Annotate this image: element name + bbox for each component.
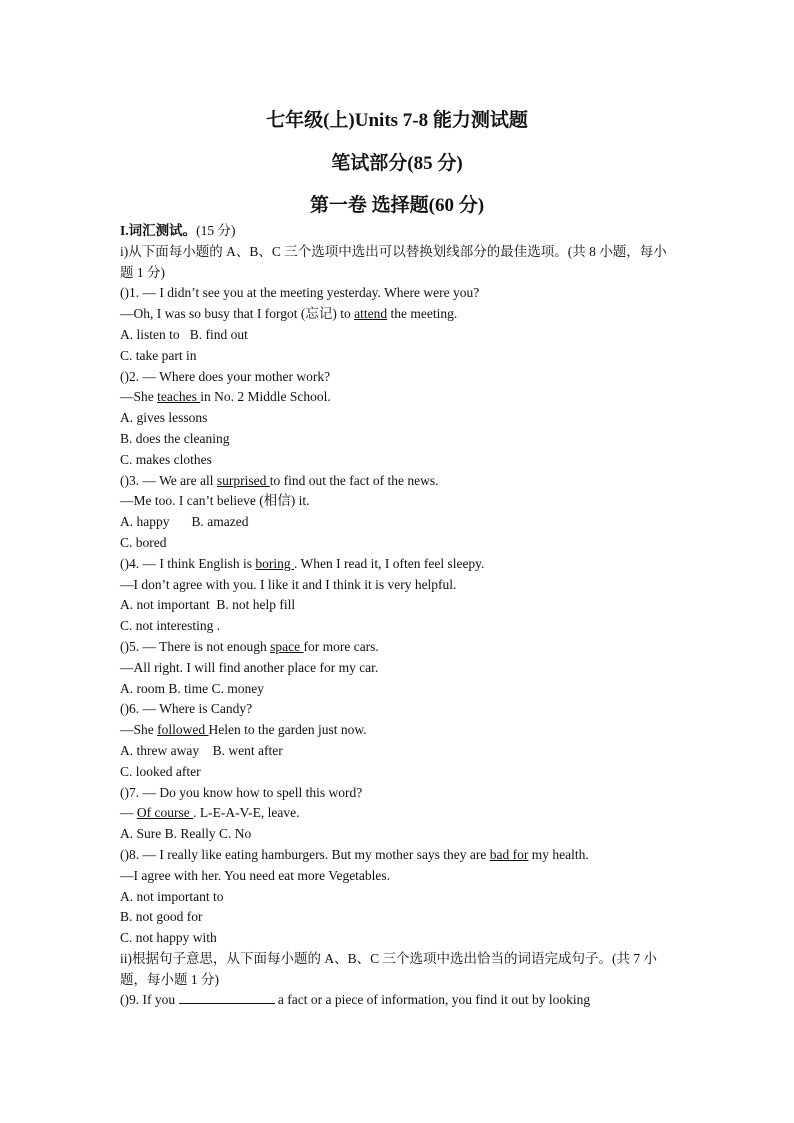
q8-option-b: B. not good for — [120, 909, 203, 925]
q7-line2: — Of course . L-E-A-V-E, leave. — [120, 805, 300, 821]
question-number: ()8. — [120, 846, 140, 862]
q2-option-a: A. gives lessons — [120, 410, 208, 426]
q2-line2: —She teaches in No. 2 Middle School. — [120, 389, 331, 405]
section-title: 第一卷 选择题(60 分) — [309, 195, 485, 216]
question-number: ()3. — [120, 472, 140, 488]
q3-option-c: C. bored — [120, 534, 167, 550]
q7-line1: ()7. — Do you know how to spell this word? — [120, 784, 363, 800]
q6-line1: ()6. — Where is Candy? — [120, 701, 253, 717]
q3-line2: —Me too. I can’t believe (相信) it. — [120, 493, 310, 509]
question-number: ()5. — [120, 638, 140, 654]
part2-instruction: ii)根据句子意思，从下面每小题的 A、B、C 三个选项中选出恰当的词语完成句子。(共 7 小题，每小题 1 分) — [120, 950, 657, 987]
q8-line2: —I agree with her. You need eat more Vegetables. — [120, 867, 391, 883]
q1-line2: —Oh, I was so busy that I forgot (忘记) to attend the meeting. — [120, 306, 458, 322]
question-number: ()4. — [120, 555, 140, 571]
q2-option-b: B. does the cleaning — [120, 430, 230, 446]
q5-options: A. room B. time C. money — [120, 680, 264, 696]
q4-line1: ()4. — I think English is boring . When I read it, I often feel sleepy. — [120, 555, 485, 571]
q7-options: A. Sure B. Really C. No — [120, 826, 252, 842]
q3-options: A. happy B. amazed — [120, 514, 249, 530]
q2-option-c: C. makes clothes — [120, 451, 212, 467]
q8-option-a: A. not important to — [120, 888, 224, 904]
q9-line1: ()9. If you a fact or a piece of information, you find it out by looking — [120, 992, 591, 1008]
q6-line2: —She followed Helen to the garden just now. — [120, 722, 367, 738]
q6-option-c: C. looked after — [120, 763, 201, 779]
question-number: ()6. — [120, 701, 140, 717]
q3-line1: ()3. — We are all surprised to find out the fact of the news. — [120, 472, 439, 488]
q8-line1: ()8. — I really like eating hamburgers. But my mother says they are bad for my health. — [120, 846, 589, 862]
q5-line2: —All right. I will find another place for my car. — [120, 659, 379, 675]
question-number: ()2. — [120, 368, 140, 384]
q4-options: A. not important B. not help fill — [120, 597, 296, 613]
answer-blank[interactable] — [179, 991, 275, 1004]
q1-options: A. listen to B. find out — [120, 326, 248, 342]
question-number: ()1. — [120, 285, 140, 301]
question-number: ()7. — [120, 784, 140, 800]
q5-line1: ()5. — There is not enough space for more cars. — [120, 638, 379, 654]
q2-line1: ()2. — Where does your mother work? — [120, 368, 331, 384]
page-subtitle: 笔试部分(85 分) — [331, 153, 463, 174]
q1-option-c: C. take part in — [120, 347, 197, 363]
question-body — [120, 221, 676, 1011]
q4-option-c: C. not interesting . — [120, 618, 221, 634]
part1-instruction: i)从下面每小题的 A、B、C 三个选项中选出可以替换划线部分的最佳选项。(共 8 小题，每小题 1 分) — [120, 243, 667, 280]
question-number: ()9. — [120, 992, 140, 1008]
part1-heading: I.词汇测试。(15 分) — [120, 223, 236, 238]
q6-options: A. threw away B. went after — [120, 742, 283, 758]
q4-line2: —I don’t agree with you. I like it and I think it is very helpful. — [120, 576, 457, 592]
q8-option-c: C. not happy with — [120, 930, 217, 946]
q1-line1: ()1. — I didn’t see you at the meeting yesterday. Where were you? — [120, 285, 480, 301]
page-title: 七年级(上)Units 7-8 能力测试题 — [266, 110, 528, 131]
